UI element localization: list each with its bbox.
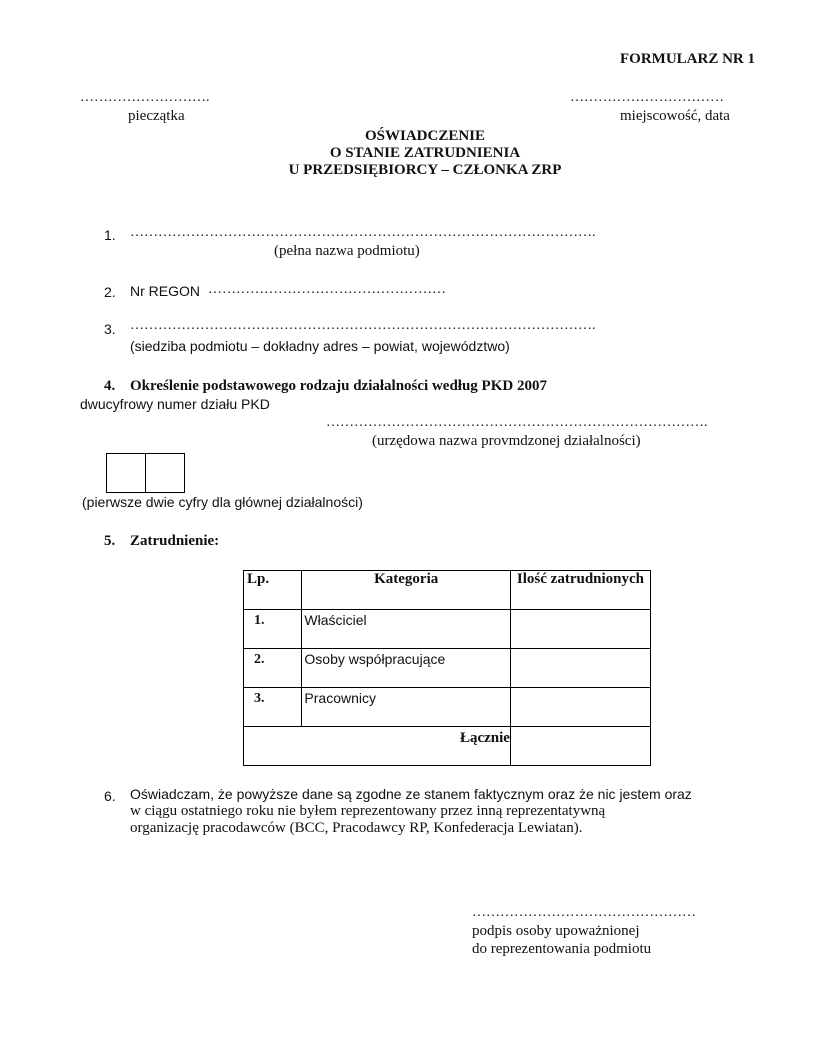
place-date-dots: …………………………… xyxy=(570,90,724,105)
activity-name-caption: (urzędowa nazwa provmdzonej działalności) xyxy=(372,433,641,449)
entity-name-caption: (pełna nazwa podmiotu) xyxy=(274,243,420,259)
header-count: Ilość zatrudnionych xyxy=(510,571,650,610)
row-1-category: Właściciel xyxy=(302,610,511,649)
address-field[interactable]: ………………………………………………………………………………………. xyxy=(130,318,596,333)
regon-field[interactable]: …………………………………………… xyxy=(208,282,446,297)
form-number: FORMULARZ NR 1 xyxy=(620,51,755,67)
stamp-dots: ………………………. xyxy=(80,90,210,105)
pkd-digit-box-1[interactable] xyxy=(106,453,146,493)
table-row xyxy=(244,610,651,649)
signature-label-2: do reprezentowania podmiotu xyxy=(472,941,652,957)
row-3-count-field[interactable] xyxy=(510,688,650,727)
declaration-line-3: organizację pracodawców (BCC, Pracodawcy RP, Konfederacja Lewiatan). xyxy=(130,820,583,836)
row-3-lp: 3. xyxy=(244,688,302,727)
title-line-1: OŚWIADCZENIE xyxy=(364,128,486,144)
header-category: Kategoria xyxy=(302,571,511,610)
table-total-row xyxy=(244,727,651,766)
employment-table xyxy=(243,570,651,766)
pkd-heading: Określenie podstawowego rodzaju działalności według PKD 2007 xyxy=(130,378,547,394)
activity-name-field[interactable]: ………………………………………………………………………. xyxy=(326,415,708,430)
regon-label: Nr REGON xyxy=(130,283,200,299)
item-4-number: 4. xyxy=(104,378,116,394)
header-lp: Lp. xyxy=(244,571,302,610)
pkd-sublabel: dwucyfrowy numer działu PKD xyxy=(80,396,270,412)
address-caption: (siedziba podmiotu – dokładny adres – powiat, województwo) xyxy=(130,338,510,354)
item-5-number: 5. xyxy=(104,533,116,549)
document-title xyxy=(0,128,816,179)
row-2-count-field[interactable] xyxy=(510,649,650,688)
row-3-category: Pracownicy xyxy=(302,688,511,727)
table-row xyxy=(244,688,651,727)
declaration-text xyxy=(130,786,750,837)
table-row xyxy=(244,649,651,688)
item-6-number: 6. xyxy=(104,788,116,804)
item-3-number: 3. xyxy=(104,321,116,337)
table-header-row xyxy=(244,571,651,610)
row-2-category: Osoby współpracujące xyxy=(302,649,511,688)
row-1-lp: 1. xyxy=(244,610,302,649)
place-date-label: miejscowość, data xyxy=(620,108,730,124)
entity-name-field[interactable]: ………………………………………………………………………………………. xyxy=(130,225,596,240)
employment-heading: Zatrudnienie: xyxy=(130,533,220,549)
pkd-box-caption: (pierwsze dwie cyfry dla głównej działalności) xyxy=(82,494,363,510)
row-1-count-field[interactable] xyxy=(510,610,650,649)
pkd-digit-box-2[interactable] xyxy=(145,453,185,493)
signature-label-1: podpis osoby upoważnionej xyxy=(472,923,640,939)
total-count-field[interactable] xyxy=(510,727,650,766)
declaration-line-2: w ciągu ostatniego roku nie byłem reprezentowany przez inną reprezentatywną xyxy=(130,803,606,819)
signature-field[interactable]: ………………………………………… xyxy=(472,905,696,920)
title-line-2: O STANIE ZATRUDNIENIA xyxy=(329,145,521,161)
row-2-lp: 2. xyxy=(244,649,302,688)
declaration-line-1: Oświadczam, że powyższe dane są zgodne ze stanem faktycznym oraz że nic jestem oraz xyxy=(130,786,692,802)
item-1-number: 1. xyxy=(104,227,116,243)
stamp-label: pieczątka xyxy=(128,108,185,124)
total-label: Łącznie xyxy=(244,727,511,766)
title-line-3: U PRZEDSIĘBIORCY – CZŁONKA ZRP xyxy=(288,162,562,178)
item-2-number: 2. xyxy=(104,284,116,300)
